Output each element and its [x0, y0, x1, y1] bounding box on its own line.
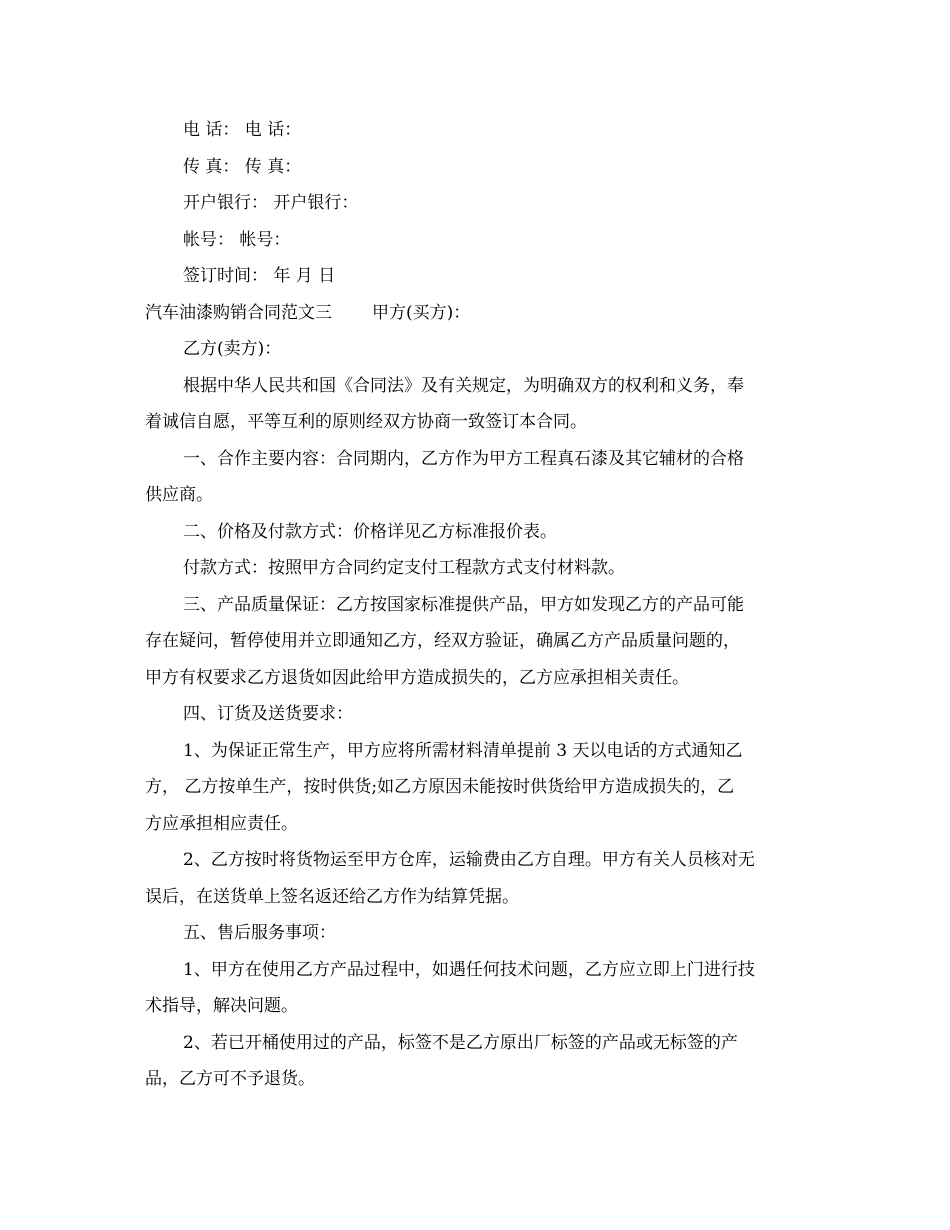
paragraph-line: 误后，在送货单上签名返还给乙方作为结算凭据。 — [145, 886, 519, 907]
paragraph-line: 2、乙方按时将货物运至甲方仓库，运输费由乙方自理。甲方有关人员核对无 — [183, 850, 755, 870]
contact-account: 帐号： 帐号： — [183, 229, 291, 250]
document-body — [145, 112, 810, 1098]
contact-sign-date: 签订时间： 年 月 日 — [183, 266, 336, 286]
contact-fax: 传 真： 传 真： — [183, 156, 302, 177]
paragraph-line: 术指导，解决问题。 — [145, 996, 298, 1016]
paragraph-line: 着诚信自愿，平等互利的原则经双方协商一致签订本合同。 — [145, 412, 587, 432]
paragraph-line: 存在疑问，暂停使用并立即通知乙方，经双方验证，确属乙方产品质量问题的， — [145, 631, 740, 651]
paragraph-line: 甲方有权要求乙方退货如因此给甲方造成损失的，乙方应承担相关责任。 — [145, 667, 689, 688]
document-title: 汽车油漆购销合同范文三 — [145, 302, 332, 323]
paragraph-line: 一、合作主要内容：合同期内，乙方作为甲方工程真石漆及其它辅材的合格 — [183, 448, 744, 469]
paragraph-line: 1、甲方在使用乙方产品过程中，如遇任何技术问题，乙方应立即上门进行技 — [183, 959, 755, 980]
paragraph-line: 供应商。 — [145, 485, 213, 505]
paragraph-line: 二、价格及付款方式：价格详见乙方标准报价表。 — [183, 521, 557, 542]
party-b-label: 乙方(卖方)： — [183, 339, 282, 359]
paragraph-line: 2、若已开桶使用过的产品，标签不是乙方原出厂标签的产品或无标签的产 — [183, 1032, 738, 1053]
contact-phone: 电 话： 电 话： — [183, 120, 302, 140]
paragraph-line: 付款方式：按照甲方合同约定支付工程款方式支付材料款。 — [183, 558, 625, 578]
paragraph-line: 四、订货及送货要求： — [183, 704, 353, 724]
paragraph-line: 1、为保证正常生产，甲方应将所需材料清单提前 3 天以电话的方式通知乙 — [183, 740, 743, 761]
party-a-label: 甲方(买方)： — [372, 302, 471, 323]
contact-bank: 开户银行： 开户银行： — [183, 193, 359, 213]
title-line — [145, 295, 810, 332]
paragraph-line: 方， 乙方按单生产，按时供货;如乙方原因未能按时供货给甲方造成损失的，乙 — [145, 777, 735, 797]
paragraph-line: 根据中华人民共和国《合同法》及有关规定，为明确双方的权利和义务，奉 — [183, 375, 744, 396]
paragraph-line: 品，乙方可不予退货。 — [145, 1069, 315, 1089]
paragraph-line: 五、售后服务事项： — [183, 923, 336, 943]
paragraph-line: 方应承担相应责任。 — [145, 813, 298, 834]
paragraph-line: 三、产品质量保证：乙方按国家标准提供产品，甲方如发现乙方的产品可能 — [183, 594, 744, 615]
